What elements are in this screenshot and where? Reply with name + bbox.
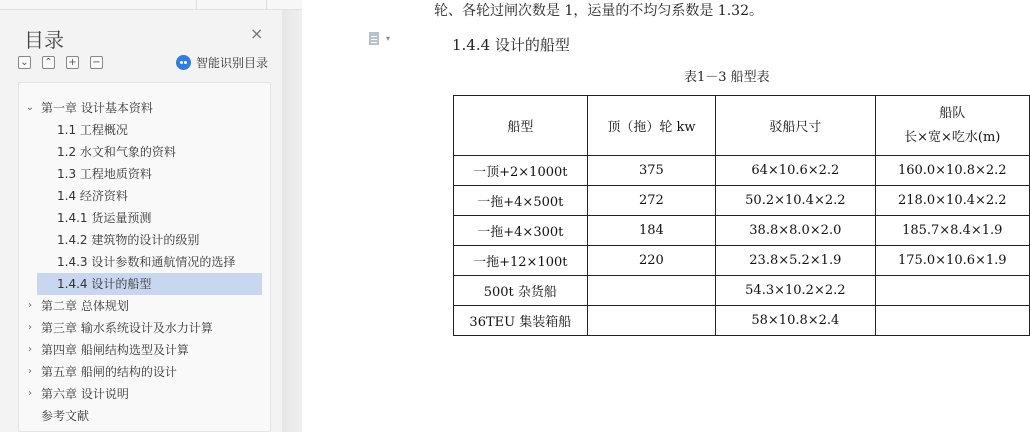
- body-text-line: 轮、各轮过闸次数是 1，运量的不均匀系数是 1.32。: [434, 3, 763, 19]
- table-cell: 64×10.6×2.2: [716, 156, 875, 186]
- toc-item[interactable]: [19, 295, 264, 317]
- close-icon[interactable]: ×: [250, 24, 264, 43]
- table-cell: 500t 杂货船: [454, 276, 588, 306]
- toolbar-separator: [266, 0, 267, 10]
- table-cell: 38.8×8.0×2.0: [716, 216, 875, 246]
- remove-item-icon[interactable]: −: [90, 56, 103, 69]
- table-cell: [587, 276, 716, 306]
- table-caption: 表1－3 船型表: [684, 70, 770, 85]
- toc-item-label: 1.4.4 设计的船型: [57, 277, 152, 291]
- table-cell: [875, 306, 1030, 336]
- table-row: [454, 216, 1030, 246]
- toc-list: [18, 82, 271, 432]
- table-cell: 23.8×5.2×1.9: [716, 246, 875, 276]
- table-cell: 54.3×10.2×2.2: [716, 276, 875, 306]
- toc-item[interactable]: [19, 119, 264, 141]
- toc-item-label: 参考文献: [41, 409, 90, 423]
- table-header-cell: 顶（拖）轮 kw: [587, 96, 716, 156]
- collapse-all-icon[interactable]: ⌃: [42, 56, 55, 69]
- toc-item-label: 第二章 总体规划: [41, 299, 129, 313]
- toc-item[interactable]: [19, 361, 264, 383]
- table-header-cell: 船队 长×宽×吃水(m): [875, 96, 1030, 156]
- toc-item-label: 第五章 船闸的结构的设计: [41, 365, 177, 379]
- table-row: [454, 276, 1030, 306]
- robot-icon: [176, 55, 191, 70]
- chevron-right-icon[interactable]: ›: [28, 344, 32, 355]
- toc-item-label: 第一章 设计基本资料: [41, 101, 153, 115]
- toc-item-label: 第六章 设计说明: [41, 387, 129, 401]
- chevron-right-icon[interactable]: ›: [28, 300, 32, 311]
- table-cell: 272: [587, 186, 716, 216]
- toc-item[interactable]: [19, 163, 264, 185]
- table-cell: 一拖+4×300t: [454, 216, 588, 246]
- toc-item[interactable]: [19, 405, 264, 427]
- chevron-right-icon[interactable]: ›: [28, 322, 32, 333]
- panel-divider[interactable]: [282, 10, 302, 432]
- sidebar-title: 目录: [24, 28, 64, 52]
- table-row: [454, 156, 1030, 186]
- chevron-down-icon[interactable]: ▾: [386, 34, 391, 43]
- toolbar-separator: [196, 0, 197, 10]
- table-cell: 218.0×10.4×2.2: [875, 186, 1030, 216]
- toc-item[interactable]: [19, 141, 264, 163]
- toc-item-label: 1.4.2 建筑物的设计的级别: [57, 233, 200, 247]
- toc-item[interactable]: [19, 251, 264, 273]
- toc-item-label: 第四章 船闸结构选型及计算: [41, 343, 189, 357]
- table-cell: 184: [587, 216, 716, 246]
- table-cell: 50.2×10.4×2.2: [716, 186, 875, 216]
- toc-sidebar: [0, 10, 282, 432]
- toc-item-label: 1.4.1 货运量预测: [57, 211, 152, 225]
- smart-toc-button[interactable]: [176, 54, 268, 70]
- toc-item[interactable]: [19, 185, 264, 207]
- table-cell: 58×10.8×2.4: [716, 306, 875, 336]
- table-header-cell: 驳船尺寸: [716, 96, 875, 156]
- document-icon[interactable]: [368, 32, 382, 46]
- toc-item[interactable]: [19, 229, 264, 251]
- table-cell: [875, 276, 1030, 306]
- toc-item-label: 1.2 水文和气象的资料: [57, 145, 176, 159]
- toc-item-label: 第三章 输水系统设计及水力计算: [41, 321, 213, 335]
- smart-toc-label: 智能识别目录: [196, 55, 269, 70]
- toc-item[interactable]: [19, 207, 264, 229]
- table-cell: [587, 306, 716, 336]
- toc-item[interactable]: [19, 317, 264, 339]
- toc-item-label: 1.1 工程概况: [57, 123, 128, 137]
- toc-item[interactable]: [19, 383, 264, 405]
- toc-item[interactable]: [37, 273, 262, 295]
- document-page: [302, 0, 1030, 432]
- table-cell: 175.0×10.6×1.9: [875, 246, 1030, 276]
- table-cell: 一拖+4×500t: [454, 186, 588, 216]
- toc-item-label: 1.4 经济资料: [57, 189, 128, 203]
- table-row: [454, 306, 1030, 336]
- chevron-down-icon[interactable]: ⌄: [25, 102, 35, 113]
- toc-item-label: 1.4.3 设计参数和通航情况的选择: [57, 255, 236, 269]
- table-row: [454, 246, 1030, 276]
- table-cell: 185.7×8.4×1.9: [875, 216, 1030, 246]
- ship-type-table: [453, 95, 1030, 336]
- toc-item[interactable]: [19, 97, 264, 119]
- toc-item-label: 1.3 工程地质资料: [57, 167, 152, 181]
- chevron-right-icon[interactable]: ›: [28, 366, 32, 377]
- table-row: [454, 186, 1030, 216]
- toc-item[interactable]: [19, 339, 264, 361]
- table-cell: 一拖+12×100t: [454, 246, 588, 276]
- table-cell: 220: [587, 246, 716, 276]
- table-cell: 160.0×10.8×2.2: [875, 156, 1030, 186]
- table-cell: 一顶+2×1000t: [454, 156, 588, 186]
- table-header-cell: 船型: [454, 96, 588, 156]
- table-cell: 36TEU 集装箱船: [454, 306, 588, 336]
- chevron-right-icon[interactable]: ›: [28, 388, 32, 399]
- add-item-icon[interactable]: +: [66, 56, 79, 69]
- section-heading: 1.4.4 设计的船型: [452, 36, 570, 54]
- expand-all-icon[interactable]: ⌄: [18, 56, 31, 69]
- table-cell: 375: [587, 156, 716, 186]
